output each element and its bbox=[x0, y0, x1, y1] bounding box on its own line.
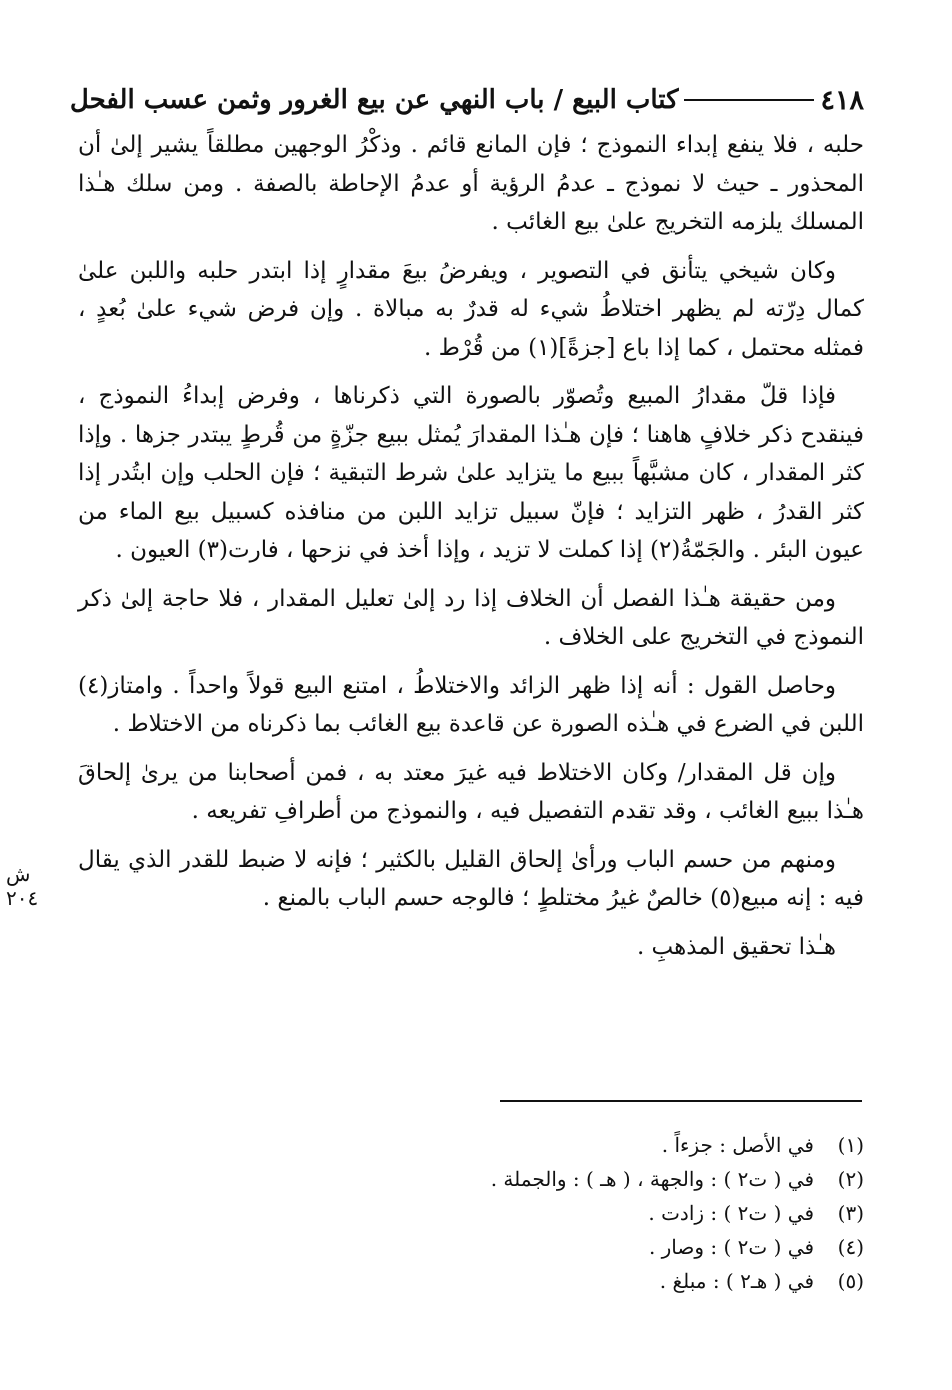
footnote-text: في ( هـ٢ ) : مبلغ . bbox=[659, 1269, 814, 1293]
footnote-number: (٤) bbox=[837, 1235, 864, 1259]
paragraph: هـٰذا تحقيق المذهبِ . bbox=[636, 933, 836, 960]
footnotes bbox=[300, 1128, 864, 1298]
paragraph: حلبه ، فلا ينفع إبداء النموذج ؛ فإن المانع قائم . وذكْرُ الوجهين مطلقاً يشير إلىٰ أن المحذور ـ حيث لا نموذج ـ عدمُ الرؤية أو عدمُ الإحاطة بالصفة . ومن سلك هـٰذا المسلك يلزمه التخريج علىٰ بيع الغائب . bbox=[78, 132, 864, 235]
footnote bbox=[300, 1162, 864, 1196]
footnote-number: (٥) bbox=[837, 1269, 864, 1293]
footnote-number: (٣) bbox=[837, 1201, 864, 1225]
running-header bbox=[69, 78, 864, 122]
page-number: ٤١٨ bbox=[820, 84, 864, 116]
footnote bbox=[300, 1196, 864, 1230]
footnote bbox=[300, 1264, 864, 1298]
footnote-text: في ( ت٢ ) : زادت . bbox=[648, 1201, 814, 1225]
footnote bbox=[300, 1128, 864, 1162]
paragraph: وإن قل المقدار/ وكان الاختلاط فيه غيرَ معتد به ، فمن أصحابنا من يرىٰ إلحاقَ هـٰذا ببيع الغائب ، وقد تقدم التفصيل فيه ، والنموذج من أطرافِ تفريعه . bbox=[78, 759, 864, 824]
paragraph: فإذا قلّ مقدارُ المبيع وتُصوّر بالصورة التي ذكرناها ، وفرض إبداءُ النموذج ، فينقدح ذكر خلافٍ هاهنا ؛ فإن هـٰذا المقدارَ يُمثل ببيع جزّةٍ من قُرطٍ يبتدر جزها . وإذا كثر المقدار ، كان مشبَّهاً ببيع ما يتزايد علىٰ شرط التبقية ؛ فإن الحلب وإن ابتُدر إذا كثر القدرُ ، ظهر التزايد ؛ فإنّ سبيل تزايد اللبن من منافذه كسبيل بيع الماء من عيون البئر . والجَمّةُ(٢) إذا كملت لا تزيد ، وإذا أخذ في نزحها ، فارت(٣) العيون . bbox=[78, 383, 864, 563]
paragraph: ومن حقيقة هـٰذا الفصل أن الخلاف إذا رد إلىٰ تعليل المقدار ، فلا حاجة إلىٰ ذكر النموذج في التخريج على الخلاف . bbox=[78, 585, 864, 650]
footnote-number: (٢) bbox=[837, 1167, 864, 1191]
footnote-rule bbox=[500, 1100, 862, 1102]
footnote-text: في ( ت٢ ) : وصار . bbox=[648, 1235, 814, 1259]
footnote bbox=[300, 1230, 864, 1264]
header-rule bbox=[684, 99, 814, 101]
paragraph: وكان شيخي يتأنق في التصوير ، ويفرضُ بيعَ مقدارٍ إذا ابتدر حلبه واللبن علىٰ كمال دِرّته لم يظهر اختلاطُ شيء له قدرٌ به مبالاة . وإن فرض شيء علىٰ بُعدٍ ، فمثله محتمل ، كما إذا باع [جزةً](١) من قُرْط . bbox=[78, 257, 864, 361]
footnote-text: في الأصل : جزءاً . bbox=[661, 1133, 814, 1157]
paragraph: ومنهم من حسم الباب ورأىٰ إلحاق القليل بالكثير ؛ فإنه لا ضبط للقدر الذي يقال فيه : إنه مبيع(٥) خالصٌ غيرُ مختلطٍ ؛ فالوجه حسم الباب بالمنع . bbox=[78, 846, 864, 911]
running-title: كتاب البيع / باب النهي عن بيع الغرور وثمن عسب الفحل bbox=[69, 85, 679, 115]
margin-note: ش ٢٠٤ bbox=[6, 862, 39, 910]
main-text bbox=[78, 126, 864, 976]
footnote-number: (١) bbox=[837, 1133, 864, 1157]
paragraph: وحاصل القول : أنه إذا ظهر الزائد والاختلاطُ ، امتنع البيع قولاً واحداً . وامتاز(٤) اللبن في الضرع في هـٰذه الصورة عن قاعدة بيع الغائب بما ذكرناه من الاختلاط . bbox=[78, 672, 864, 737]
footnote-text: في ( ت٢ ) : والجهة ، ( هـ ) : والجملة . bbox=[490, 1167, 814, 1191]
